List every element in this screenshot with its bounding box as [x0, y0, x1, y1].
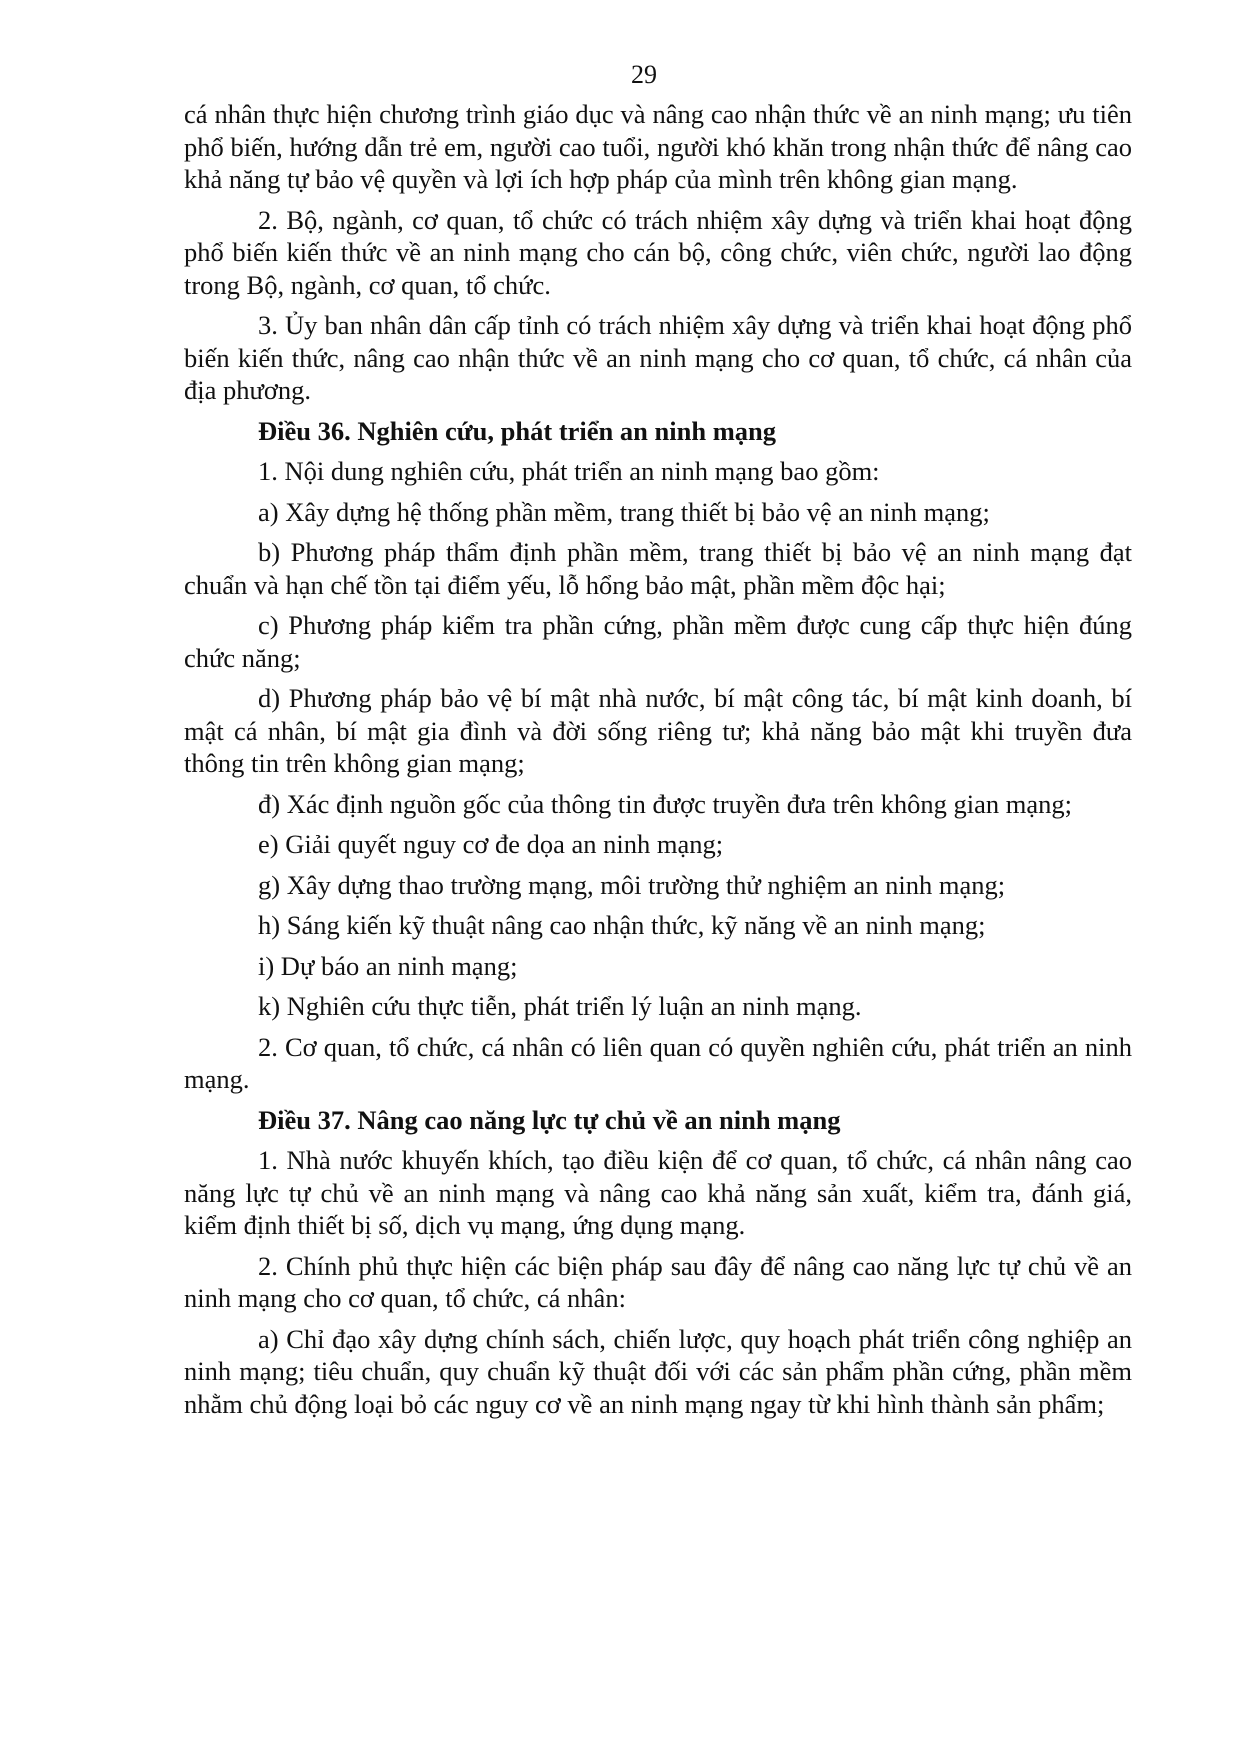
article-36-point-dd: đ) Xác định nguồn gốc của thông tin được truyền đưa trên không gian mạng; [258, 788, 1072, 819]
article-36-point-h: h) Sáng kiến kỹ thuật nâng cao nhận thức, kỹ năng về an ninh mạng; [258, 910, 986, 940]
article-36-point-b: b) Phương pháp thẩm định phần mềm, trang thiết bị bảo vệ an ninh mạng đạt chuẩn và hạn chế tồn tại điểm yếu, lỗ hổng bảo mật, phần mềm độc hại; [184, 537, 1132, 600]
article-36-clause-2: 2. Cơ quan, tổ chức, cá nhân có liên quan có quyền nghiên cứu, phát triển an ninh mạng. [184, 1031, 1132, 1094]
article-37-clause-1: 1. Nhà nước khuyến khích, tạo điều kiện để cơ quan, tổ chức, cá nhân nâng cao năng lực tự chủ về an ninh mạng và nâng cao khả năng sản xuất, kiểm tra, đánh giá, kiểm định thiết bị số, dịch vụ mạng, ứng dụng mạng. [184, 1145, 1132, 1240]
article-36-heading: Điều 36. Nghiên cứu, phát triển an ninh mạng [258, 415, 777, 446]
article-36-point-d: d) Phương pháp bảo vệ bí mật nhà nước, bí mật công tác, bí mật kinh doanh, bí mật cá nhân, bí mật gia đình và đời sống riêng tư; khả năng bảo mật khi truyền đưa thông tin trên không gian mạng; [184, 683, 1132, 778]
paragraph-continuation: cá nhân thực hiện chương trình giáo dục và nâng cao nhận thức về an ninh mạng; ưu tiên phổ biến, hướng dẫn trẻ em, người cao tuổi, người khó khăn trong nhận thức để nâng cao khả năng tự bảo vệ quyền và lợi ích hợp pháp của mình trên không gian mạng. [184, 99, 1132, 194]
paragraph-clause-2: 2. Bộ, ngành, cơ quan, tổ chức có trách nhiệm xây dựng và triển khai hoạt động phổ biến kiến thức về an ninh mạng cho cán bộ, công chức, viên chức, người lao động trong Bộ, ngành, cơ quan, tổ chức. [184, 204, 1132, 300]
page-number: 29 [631, 60, 657, 89]
article-36-point-k: k) Nghiên cứu thực tiễn, phát triển lý luận an ninh mạng. [258, 991, 862, 1021]
article-37-point-a: a) Chỉ đạo xây dựng chính sách, chiến lược, quy hoạch phát triển công nghiệp an ninh mạng; tiêu chuẩn, quy chuẩn kỹ thuật đối với các sản phẩm phần cứng, phần mềm nhằm chủ động loại bỏ các nguy cơ về an ninh mạng ngay từ khi hình thành sản phẩm; [184, 1323, 1132, 1419]
paragraph-clause-3: 3. Ủy ban nhân dân cấp tỉnh có trách nhiệm xây dựng và triển khai hoạt động phổ biến kiến thức, nâng cao nhận thức về an ninh mạng cho cơ quan, tổ chức, cá nhân của địa phương. [184, 310, 1132, 405]
document-page [184, 58, 1132, 1428]
article-36-point-c: c) Phương pháp kiểm tra phần cứng, phần mềm được cung cấp thực hiện đúng chức năng; [184, 610, 1132, 673]
article-36-point-i: i) Dự báo an ninh mạng; [258, 950, 518, 981]
article-37-heading: Điều 37. Nâng cao năng lực tự chủ về an ninh mạng [258, 1104, 841, 1135]
article-36-point-a: a) Xây dựng hệ thống phần mềm, trang thiết bị bảo vệ an ninh mạng; [258, 496, 990, 527]
article-36-point-g: g) Xây dựng thao trường mạng, môi trường thử nghiệm an ninh mạng; [258, 869, 1006, 900]
article-36-clause-1: 1. Nội dung nghiên cứu, phát triển an ninh mạng bao gồm: [258, 456, 880, 486]
article-37-clause-2: 2. Chính phủ thực hiện các biện pháp sau đây để nâng cao năng lực tự chủ về an ninh mạng cho cơ quan, tổ chức, cá nhân: [184, 1250, 1132, 1313]
article-36-point-e: e) Giải quyết nguy cơ đe dọa an ninh mạng; [258, 829, 724, 859]
